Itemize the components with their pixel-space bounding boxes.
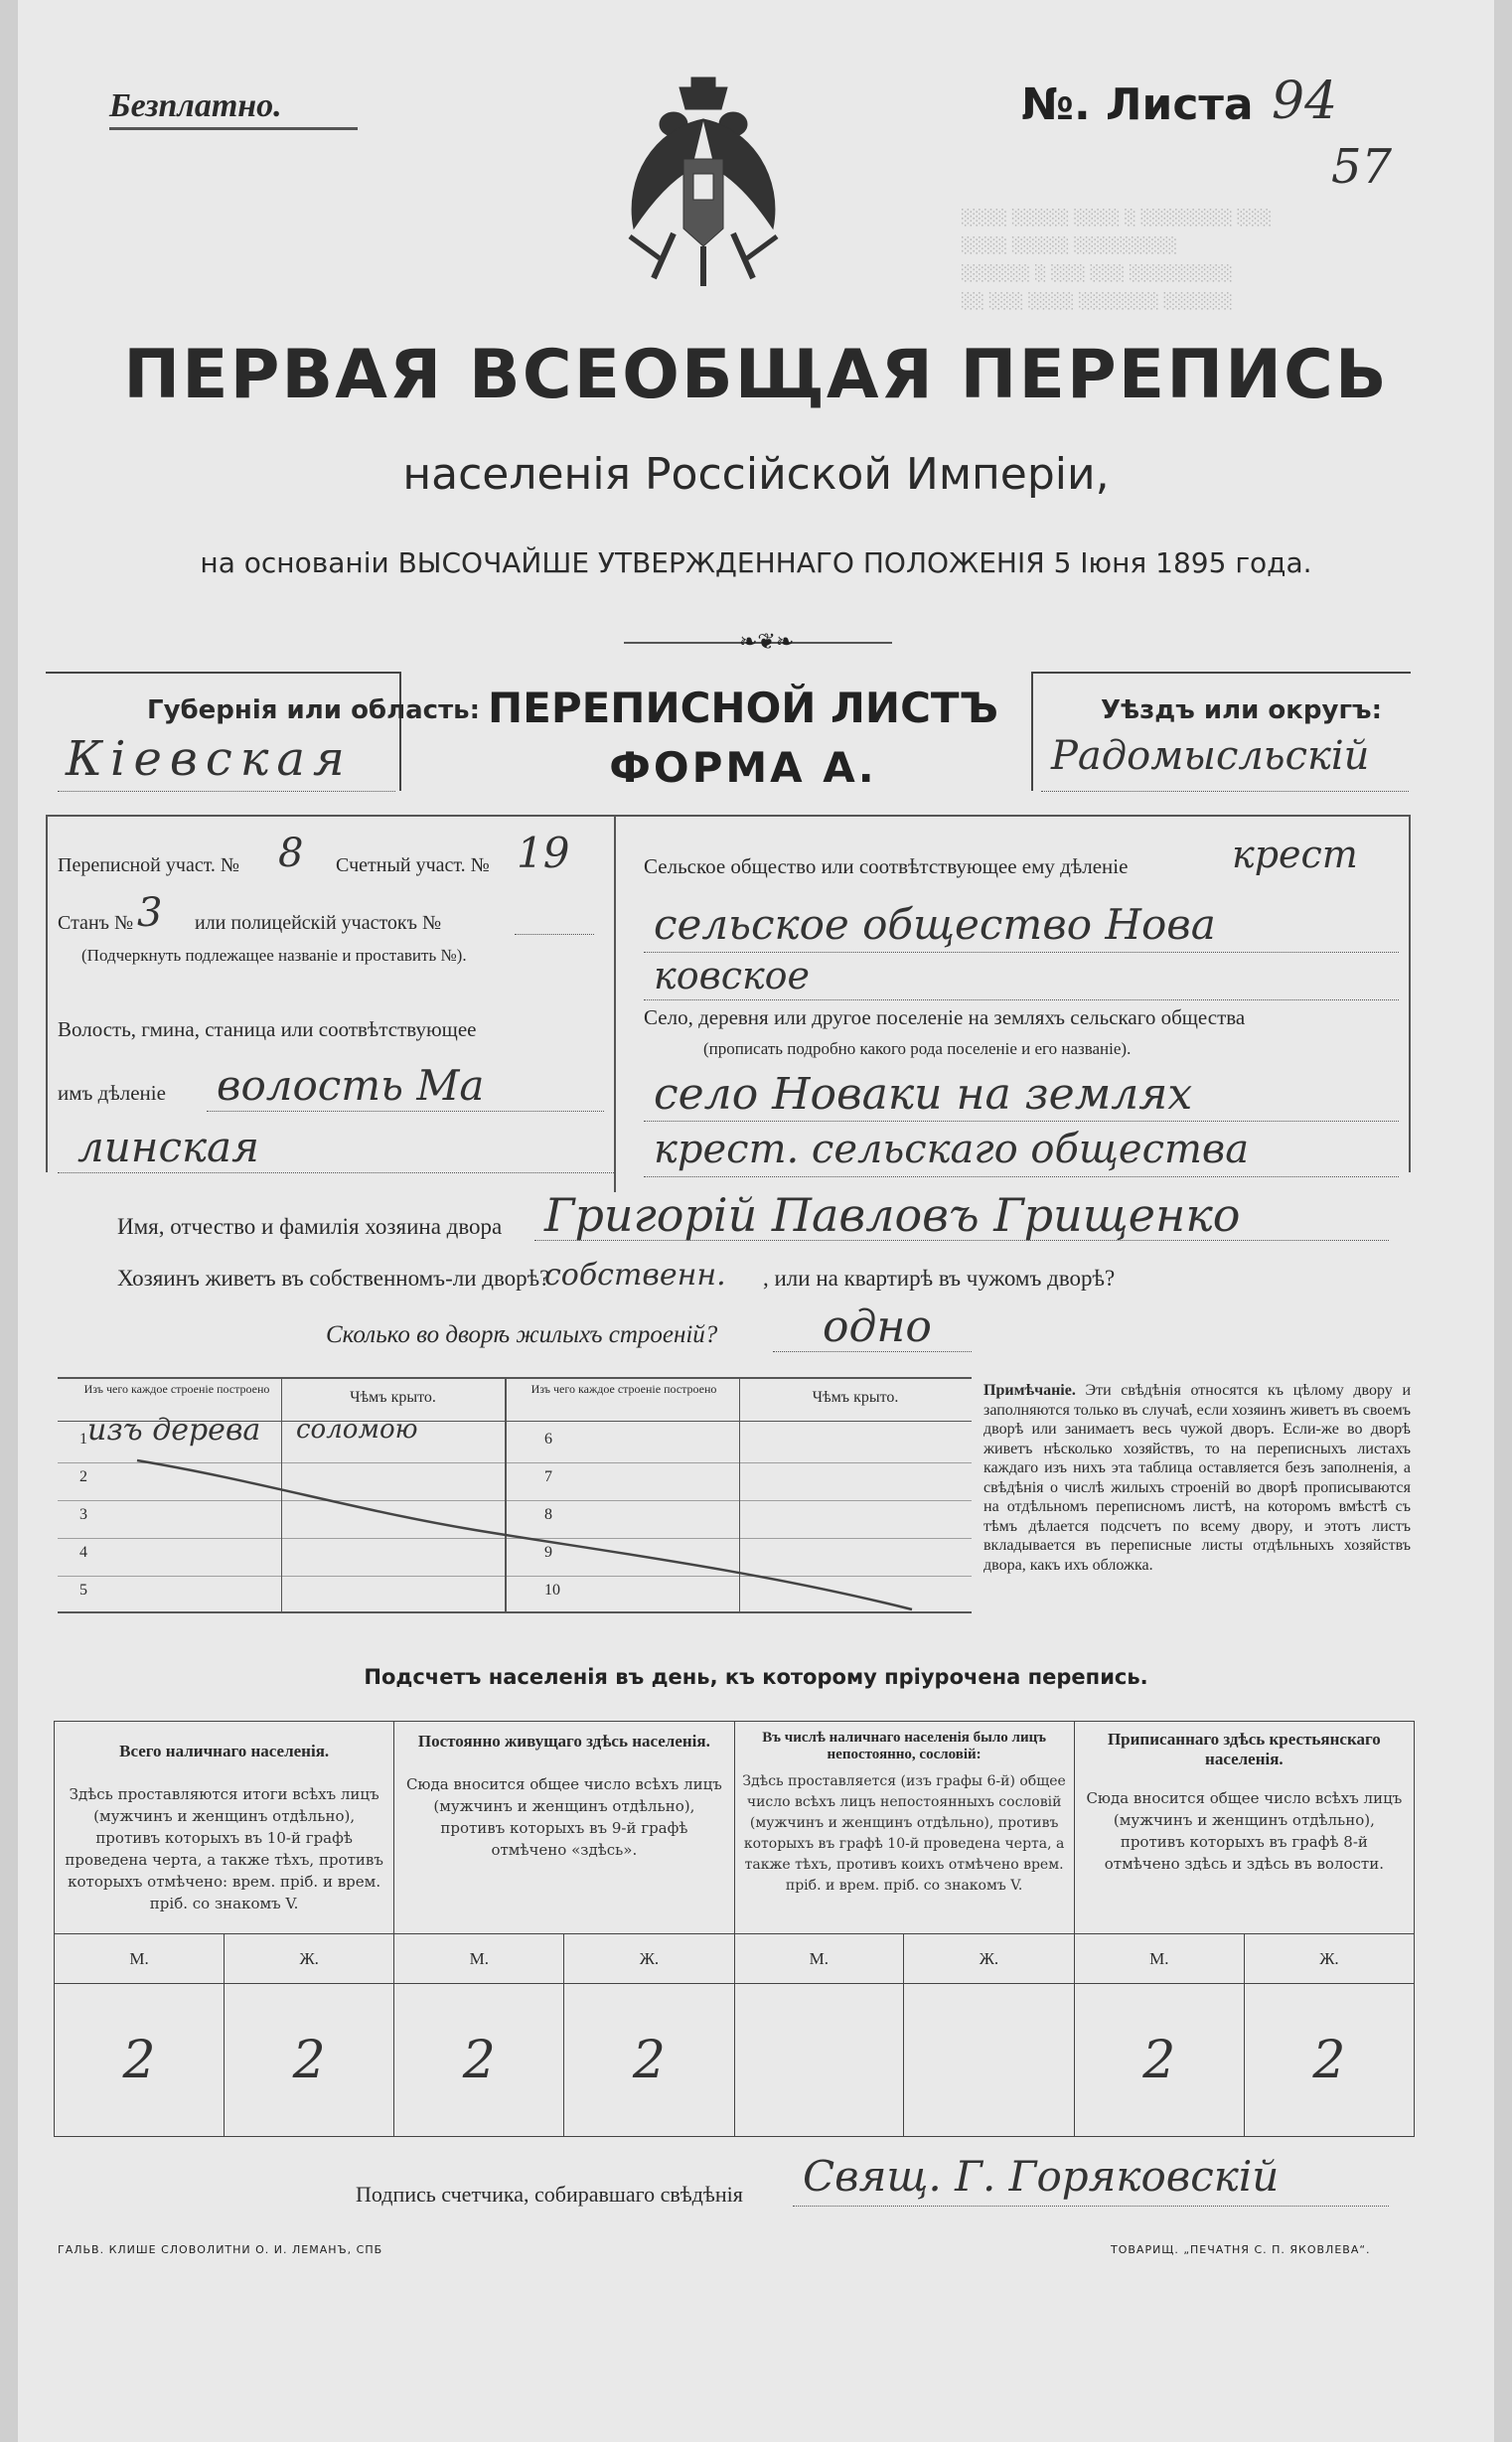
total-m-value: 2 bbox=[55, 1984, 225, 2137]
address-left-rule bbox=[46, 815, 48, 1172]
double-headed-eagle-emblem bbox=[614, 70, 793, 298]
crossed-out-stroke bbox=[58, 1421, 972, 1611]
free-label: Безплатно. bbox=[109, 87, 282, 124]
lives-label-2: , или на квартирѣ въ чужомъ дворѣ? bbox=[763, 1266, 1116, 1291]
police-line bbox=[515, 934, 594, 935]
owner-name-value: Григорій Павловъ Грищенко bbox=[544, 1188, 1241, 1242]
group-resident-title: Постоянно живущаго здѣсь населенія. bbox=[417, 1732, 710, 1751]
row-number-left: 2 bbox=[79, 1468, 87, 1485]
form-letter: ФОРМА А. bbox=[609, 743, 877, 792]
volost-value-2: линская bbox=[77, 1123, 259, 1171]
footer-left: ГАЛЬВ. КЛИШЕ СЛОВОЛИТНИ О. И. ЛЕМАНЪ, СПБ bbox=[58, 2243, 383, 2256]
registered-m-value: 2 bbox=[1074, 1984, 1244, 2137]
owner-name-line bbox=[534, 1240, 1389, 1241]
nonpermanent-f-label: Ж. bbox=[904, 1934, 1075, 1984]
group-registered bbox=[1074, 1722, 1414, 1934]
volost-line-1 bbox=[207, 1111, 604, 1112]
society-value-1: крест bbox=[1232, 833, 1358, 876]
note-title: Примѣчаніе. bbox=[983, 1382, 1076, 1399]
registered-f-value: 2 bbox=[1244, 1984, 1414, 2137]
group-nonpermanent bbox=[734, 1722, 1074, 1934]
form-name: ПЕРЕПИСНОЙ ЛИСТЪ bbox=[487, 684, 999, 732]
group-resident-note: Сюда вносится общее число всѣхъ лицъ (мужчинъ и женщинъ отдѣльно), противъ которыхъ въ 9-й графѣ отмѣчено «здѣсь». bbox=[405, 1775, 722, 1859]
underline-note: (Подчеркнуть подлежащее названіе и проставить №). bbox=[81, 946, 467, 965]
note-block bbox=[983, 1381, 1411, 1575]
ornament-glyph: ❧❦❧ bbox=[739, 630, 795, 655]
note-text: Эти свѣдѣнія относятся къ цѣлому двору и заполняются только въ случаѣ, если хозяинъ живетъ въ своемъ дворѣ или занимаетъ весь чужой дворъ. Если-же во дворѣ живетъ нѣсколько хозяйствъ, то на переписныхъ листахъ каждаго изъ нихъ эта таблица оставляется безъ заполненія, а свѣдѣнія о числѣ жилыхъ строеній во дворѣ прописываются на отдѣльномъ переписномъ листѣ, на которомъ вмѣстѣ съ тѣмъ дѣлается подсчетъ по всему двору, и этотъ листъ вкладывается въ переписные листы отдѣльныхъ хозяйствъ двора, какъ ихъ обложка. bbox=[983, 1382, 1411, 1574]
row-number-left: 1 bbox=[79, 1431, 87, 1448]
row-number-right: 8 bbox=[544, 1506, 552, 1523]
society-line-2 bbox=[644, 952, 1399, 953]
society-label: Сельское общество или соотвѣтствующее ему дѣленіе bbox=[644, 854, 1129, 878]
province-label: Губернія или область: bbox=[147, 695, 480, 725]
village-note: (прописать подробно какого рода поселеніе и его названіе). bbox=[703, 1039, 1132, 1058]
group-total-note: Здѣсь проставляются итоги всѣхъ лицъ (мужчинъ и женщинъ отдѣльно), противъ которыхъ въ 10-й графѣ проведена черта, а также тѣхъ, противъ которыхъ отмѣчено: врем. пріб. и врем. пріб. со знакомъ V. bbox=[65, 1785, 383, 1912]
total-f-value: 2 bbox=[225, 1984, 394, 2137]
buildings-label: Сколько во дворѣ жилыхъ строеній? bbox=[326, 1321, 718, 1348]
sheet-number-label: №. Листа bbox=[1021, 79, 1254, 130]
nonpermanent-f-value bbox=[904, 1984, 1075, 2137]
owner-name-label: Имя, отчество и фамилія хозяина двора bbox=[117, 1214, 503, 1239]
bleed-through-text: ░░░░ ░░░░░ ░░░░ ░ ░░░░░░░░ ░░░ ░░░░ ░░░░░ ░░░░░░░░░ ░░░░░░ ░ ░░░ ░░░ ░░░░░░░░░ ░░ ░░░ ░░░░ ░░░░░░░ ░░░░░░ bbox=[962, 209, 1273, 310]
row-number-left: 5 bbox=[79, 1582, 87, 1599]
buildings-line bbox=[773, 1351, 972, 1352]
total-f-label: Ж. bbox=[225, 1934, 394, 1984]
nonpermanent-m-label: М. bbox=[734, 1934, 904, 1984]
population-caption: Подсчетъ населенія въ день, къ которому пріурочена перепись. bbox=[364, 1665, 1148, 1689]
village-line-2 bbox=[644, 1176, 1399, 1177]
page-title: ПЕРВАЯ ВСЕОБЩАЯ ПЕРЕПИСЬ bbox=[123, 336, 1389, 414]
village-value-1: село Новаки на землях bbox=[654, 1069, 1193, 1120]
buildings-table-top bbox=[58, 1377, 972, 1379]
village-label: Село, деревня или другое поселеніе на земляхъ сельскаго общества bbox=[644, 1005, 1246, 1029]
buildings-value: одно bbox=[823, 1301, 932, 1352]
group-registered-note: Сюда вносится общее число всѣхъ лицъ (мужчинъ и женщинъ отдѣльно), противъ которыхъ въ графѣ 8-й отмѣчено здѣсь и здѣсь въ волости. bbox=[1086, 1789, 1403, 1873]
row-number-right: 6 bbox=[544, 1431, 552, 1448]
row-number-right: 7 bbox=[544, 1468, 552, 1485]
society-line-3 bbox=[644, 999, 1399, 1000]
resident-f-label: Ж. bbox=[564, 1934, 734, 1984]
census-area-label: Переписной участ. № bbox=[58, 854, 240, 876]
row1-material: изъ дерева bbox=[87, 1413, 261, 1448]
address-top-rule bbox=[46, 815, 1411, 817]
society-value-2: сельское общество Нова bbox=[654, 900, 1216, 949]
lives-label-1: Хозяинъ живетъ въ собственномъ-ли дворѣ? bbox=[117, 1266, 550, 1291]
roof-header-left: Чѣмъ крыто. bbox=[350, 1389, 436, 1406]
nonpermanent-m-value bbox=[734, 1984, 904, 2137]
group-nonpermanent-note: Здѣсь проставляется (изъ графы 6-й) общее число всѣхъ лицъ непостоянныхъ сословій (мужчинъ и женщинъ отдѣльно), противъ которыхъ въ графѣ 10-й проведена черта, а также тѣхъ, противъ коихъ отмѣчено врем. пріб. и врем. пріб. со знакомъ V. bbox=[742, 1773, 1066, 1894]
province-value: Кіевская bbox=[66, 731, 353, 787]
lives-value: собственн. bbox=[544, 1258, 726, 1293]
province-underline bbox=[58, 791, 395, 792]
signature-label: Подпись счетчика, собиравшаго свѣдѣнія bbox=[356, 2182, 743, 2207]
district-label: Уѣздъ или округъ: bbox=[1101, 695, 1382, 725]
row1-roof: соломою bbox=[296, 1415, 418, 1445]
population-table bbox=[54, 1721, 1415, 2137]
roof-header-right: Чѣмъ крыто. bbox=[812, 1389, 899, 1406]
page-subtitle: населенія Россійской Имперіи, bbox=[402, 449, 1110, 500]
volost-label-1: Волость, гмина, станица или соотвѣтствующее bbox=[58, 1017, 477, 1041]
resident-m-value: 2 bbox=[394, 1984, 564, 2137]
group-resident bbox=[394, 1722, 734, 1934]
district-underline bbox=[1041, 791, 1409, 792]
count-area-label: Счетный участ. № bbox=[336, 854, 490, 876]
volost-line-2 bbox=[58, 1172, 614, 1173]
group-total-title: Всего наличнаго населенія. bbox=[119, 1742, 330, 1760]
volost-value-1: волость Ма bbox=[217, 1061, 485, 1110]
police-label: или полицейскій участокъ № bbox=[195, 912, 442, 934]
row-number-left: 3 bbox=[79, 1506, 87, 1523]
address-right-rule bbox=[1409, 815, 1411, 1172]
village-value-2: крест. сельскаго общества bbox=[654, 1127, 1250, 1172]
group-total bbox=[55, 1722, 394, 1934]
row-number-right: 9 bbox=[544, 1544, 552, 1561]
census-sheet bbox=[18, 0, 1494, 2442]
legal-basis: на основаніи ВЫСОЧАЙШЕ УТВЕРЖДЕННАГО ПОЛОЖЕНІЯ 5 Іюня 1895 года. bbox=[200, 546, 1312, 579]
buildings-table-bottom bbox=[58, 1611, 972, 1613]
stan-value: 3 bbox=[137, 890, 163, 936]
address-mid-rule bbox=[614, 815, 616, 1192]
census-area-value: 8 bbox=[278, 831, 304, 876]
resident-m-label: М. bbox=[394, 1934, 564, 1984]
group-nonpermanent-title: Въ числѣ наличнаго населенія было лицъ непостоянно, сословій: bbox=[762, 1730, 1046, 1762]
village-line-1 bbox=[644, 1121, 1399, 1122]
footer-right: ТОВАРИЩ. „ПЕЧАТНЯ С. П. ЯКОВЛЕВА“. bbox=[1111, 2243, 1371, 2256]
group-registered-title: Приписаннаго здѣсь крестьянскаго населенія. bbox=[1107, 1730, 1381, 1768]
free-underline bbox=[109, 127, 358, 130]
signature-line bbox=[793, 2206, 1389, 2207]
society-value-3: ковское bbox=[654, 954, 811, 997]
sheet-number-alt: 57 bbox=[1331, 139, 1393, 195]
sheet-number-value: 94 bbox=[1272, 72, 1338, 131]
material-header-left: Изъ чего каждое строеніе построено bbox=[83, 1382, 270, 1396]
registered-m-label: М. bbox=[1074, 1934, 1244, 1984]
total-m-label: М. bbox=[55, 1934, 225, 1984]
registered-f-label: Ж. bbox=[1244, 1934, 1414, 1984]
resident-f-value: 2 bbox=[564, 1984, 734, 2137]
signature-value: Свящ. Г. Горяковскій bbox=[803, 2152, 1280, 2201]
material-header-right: Изъ чего каждое строеніе построено bbox=[530, 1382, 717, 1396]
volost-label-2: имъ дѣленіе bbox=[58, 1081, 166, 1105]
district-value: Радомысльскій bbox=[1051, 733, 1370, 779]
row-number-right: 10 bbox=[544, 1582, 560, 1599]
row-number-left: 4 bbox=[79, 1544, 87, 1561]
stan-label: Станъ № bbox=[58, 912, 134, 934]
count-area-value: 19 bbox=[517, 829, 570, 877]
